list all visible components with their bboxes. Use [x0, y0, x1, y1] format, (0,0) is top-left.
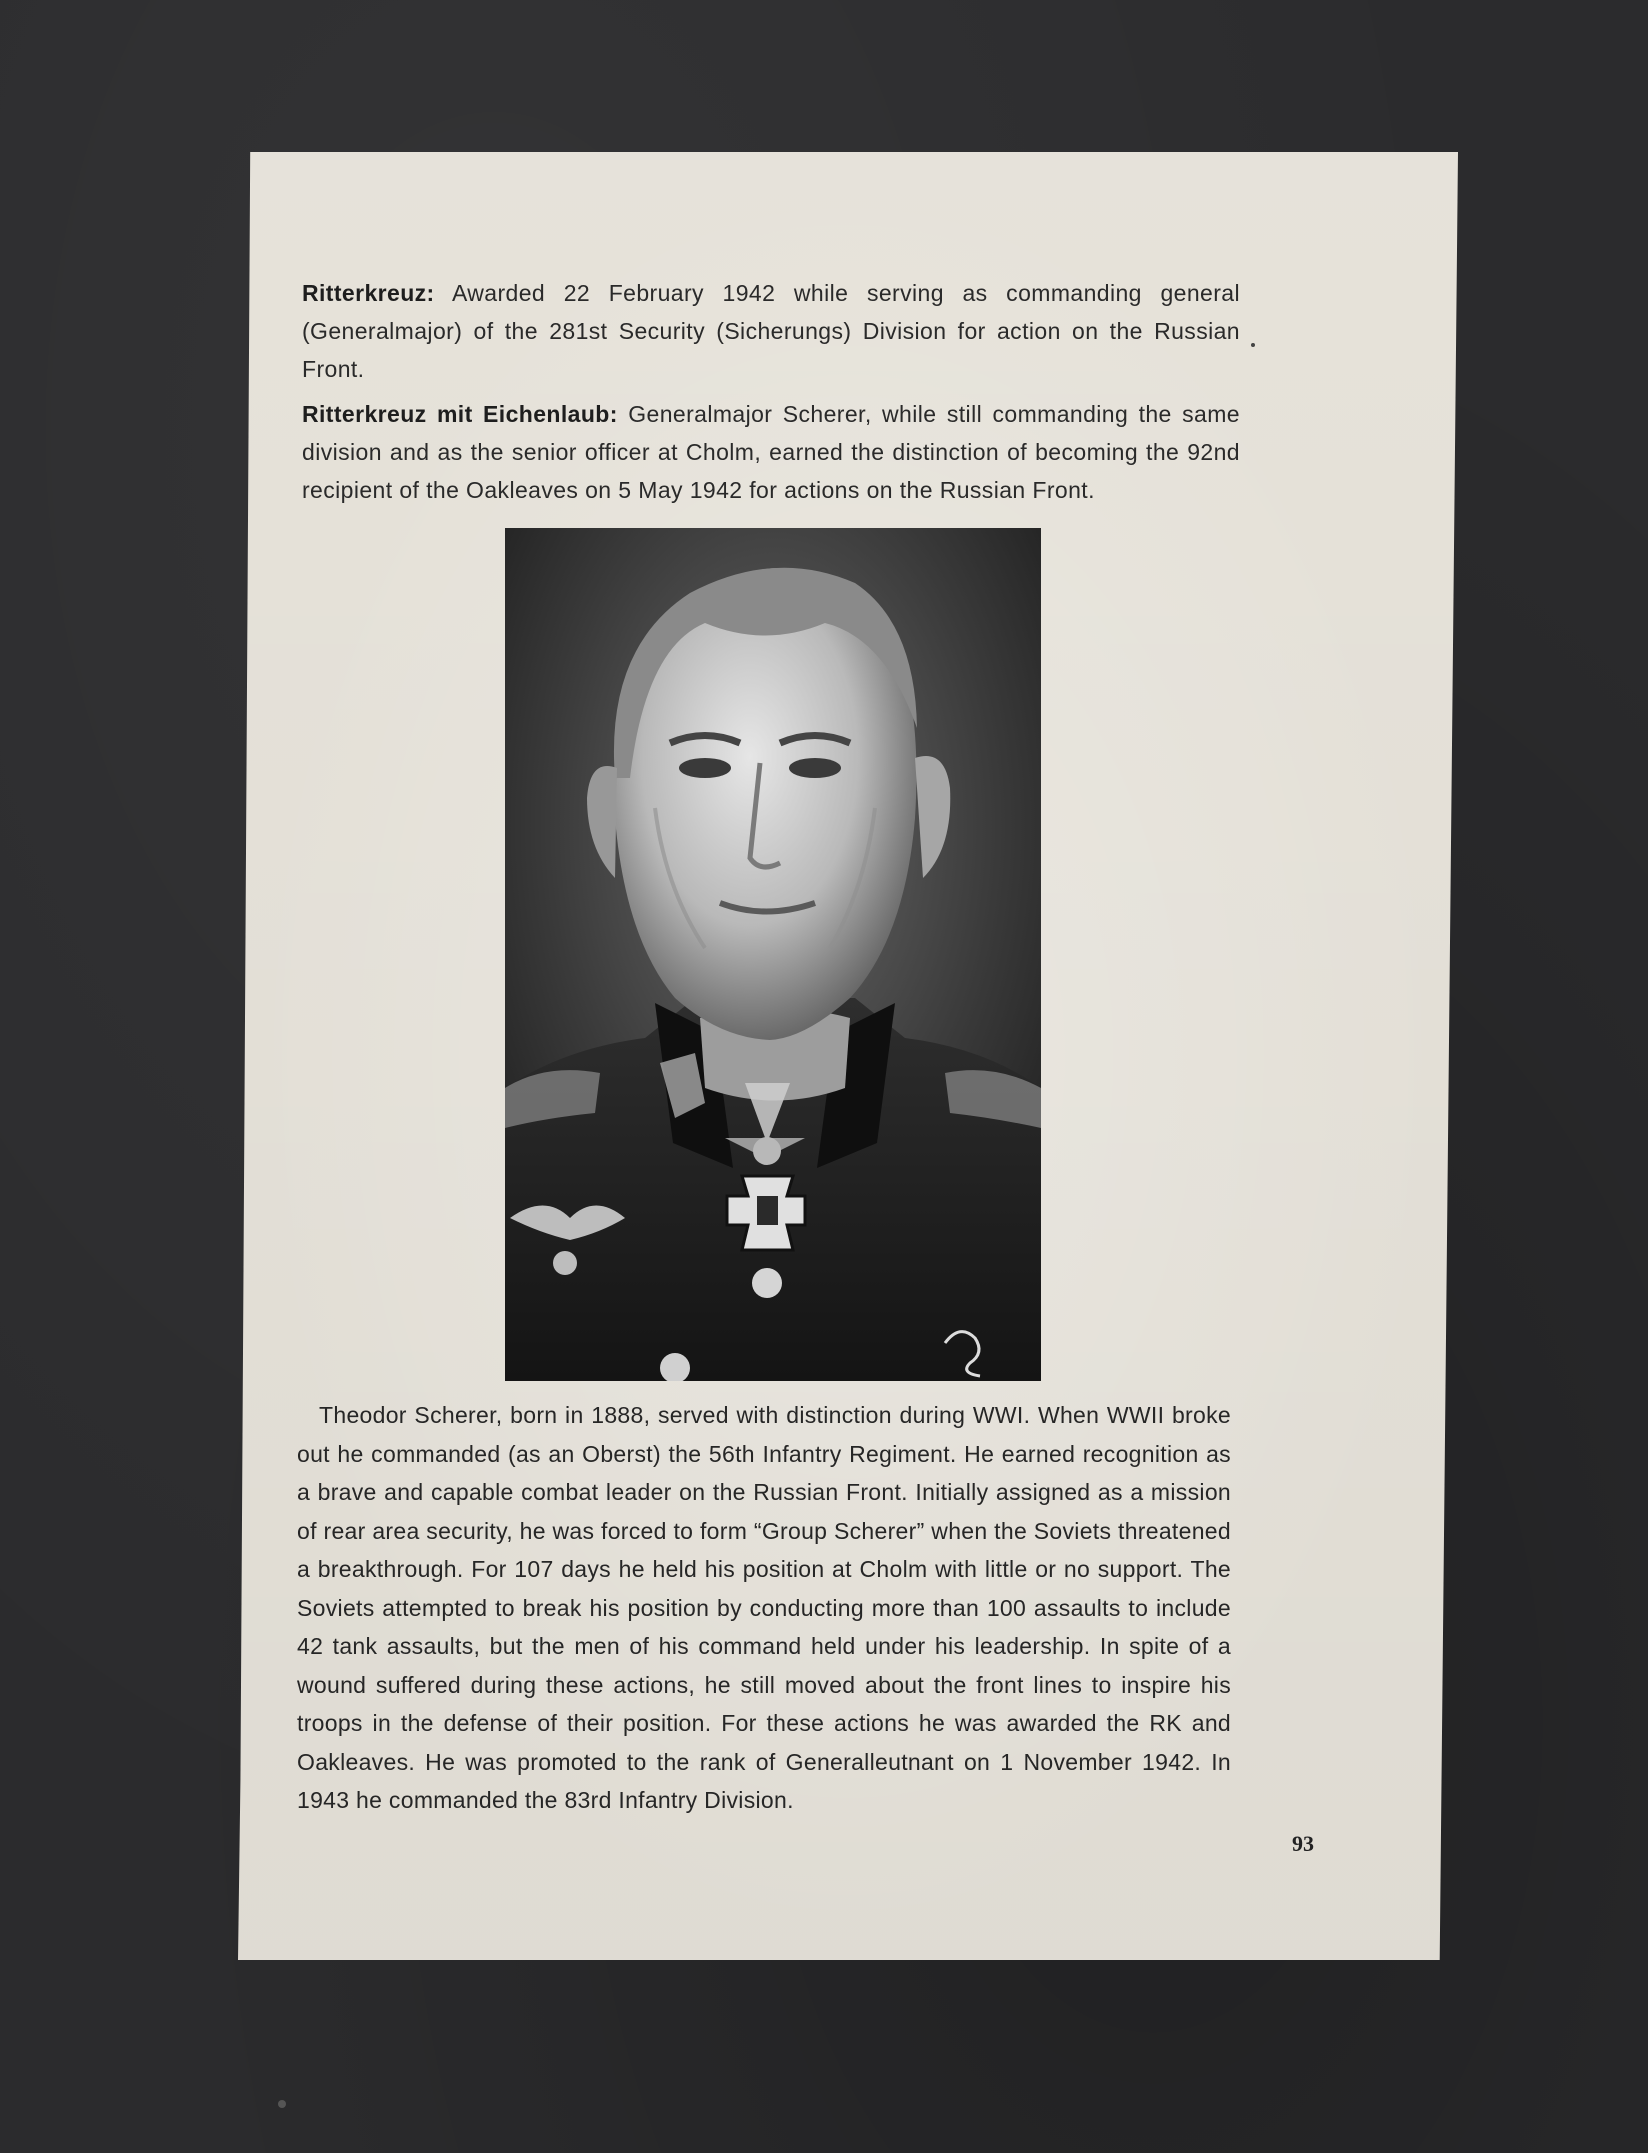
dust-speck: [1251, 343, 1255, 347]
dust-speck: [278, 2100, 286, 2108]
award-eichenlaub-text: Generalmajor Scherer, while still commanding the same division and as the senior officer at Cholm, earned the distinction of becoming the 92nd recipient of the Oakleaves on 5 May 1942 for actions on the Russian Front.: [302, 401, 1240, 503]
award-ritterkreuz: [302, 274, 1240, 388]
award-eichenlaub-label: Ritterkreuz mit Eichenlaub:: [302, 401, 618, 427]
biography-paragraph: Theodor Scherer, born in 1888, served with distinction during WWI. When WWII broke out he commanded (as an Oberst) the 56th Infantry Regiment. He earned recognition as a brave and capable combat leader on the Russian Front. Initially assigned as a mission of rear area security, he was forced to form “Group Scherer” when the Soviets threatened a breakthrough. For 107 days he held his position at Cholm with little or no support. The Soviets attempted to break his position by conducting more than 100 assaults to include 42 tank assaults, but the men of his command held under his leadership. In spite of a wound suffered during these actions, he still moved about the front lines to inspire his troops in the defense of their position. For these actions he was awarded the RK and Oakleaves. He was promoted to the rank of Generalleutnant on 1 November 1942. In 1943 he commanded the 83rd Infantry Division.: [297, 1402, 1231, 1813]
portrait-photo: [505, 528, 1041, 1381]
award-ritterkreuz-label: Ritterkreuz:: [302, 280, 435, 306]
award-eichenlaub: [302, 395, 1240, 509]
award-ritterkreuz-text: Awarded 22 February 1942 while serving as commanding general (Generalmajor) of the 281st Security (Sicherungs) Division for action on the Russian Front.: [302, 280, 1240, 382]
biography-text: [297, 1396, 1231, 1820]
page-number: 93: [1292, 1831, 1314, 1856]
